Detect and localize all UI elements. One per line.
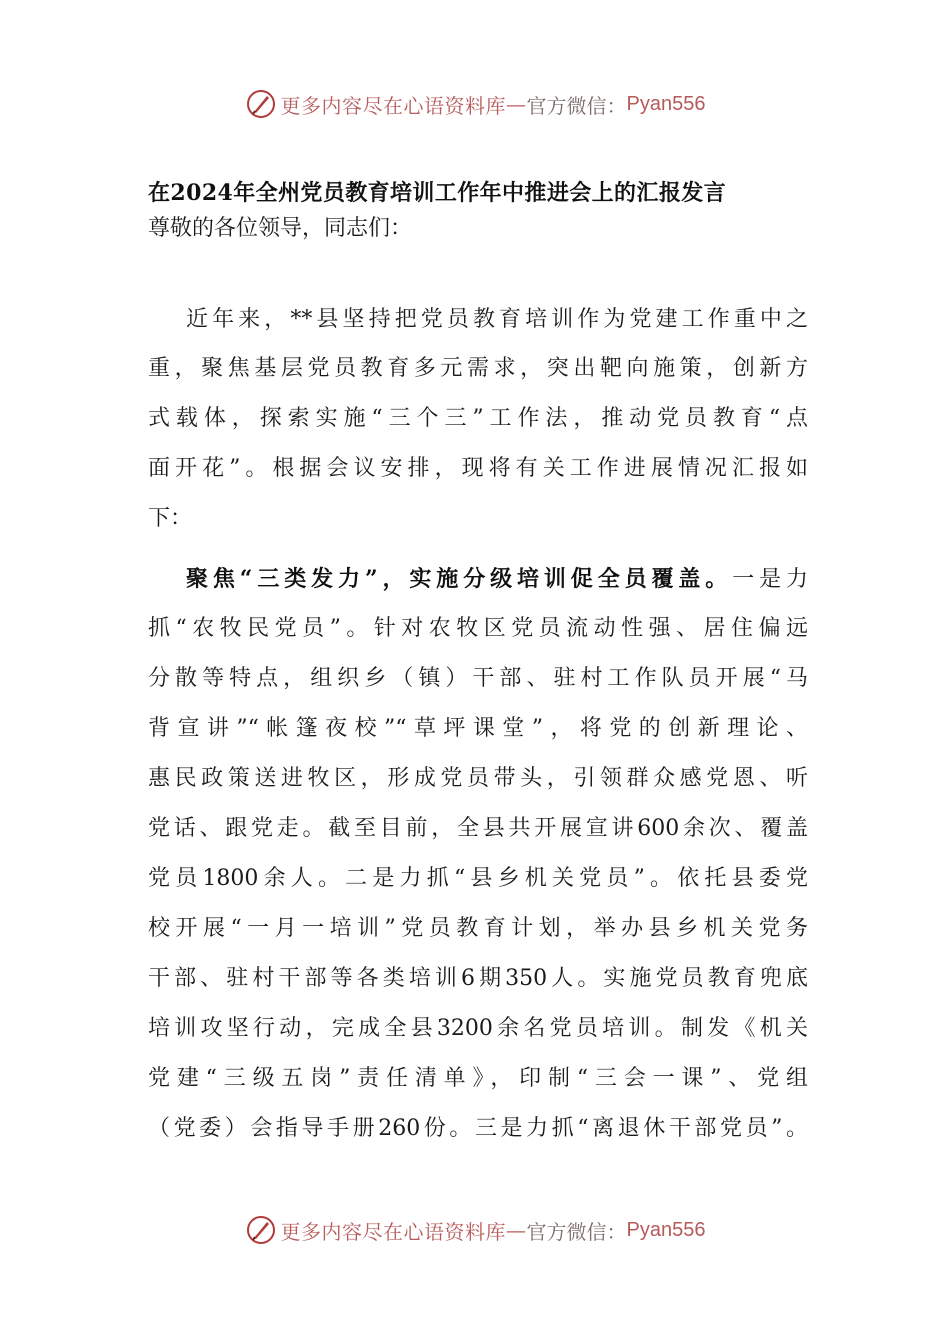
section1-line: 培训攻坚行动，完成全县3200余名党员培训。制发《机关 (148, 1016, 808, 1041)
section1-heading: 聚焦“三类发力”，实施分级培训促全员覆盖。 (186, 566, 733, 592)
section1-line: 分散等特点，组织乡（镇）干部、驻村工作队员开展“马 (148, 666, 808, 691)
banner-text: 更多内容尽在心语资料库 (280, 93, 507, 118)
salutation: 尊敬的各位领导，同志们： (148, 216, 413, 241)
banner-text: 更多内容尽在心语资料库 (280, 1219, 507, 1244)
section1-first-line-rest: 一是力 (732, 567, 808, 592)
section1-line: 党员1800余人。二是力抓“县乡机关党员”。依托县委党 (148, 866, 808, 891)
intro-line: 下： (148, 506, 193, 531)
document-title: 在2024年全州党员教育培训工作年中推进会上的汇报发言 (148, 180, 727, 206)
header-watermark-banner (0, 84, 950, 124)
intro-line: 面开花”。根据会议安排，现将有关工作进展情况汇报如 (148, 456, 808, 481)
section1-line: 校开展“一月一培训”党员教育计划，举办县乡机关党务 (148, 916, 808, 941)
section1-line: 干部、驻村干部等各类培训6期350人。实施党员教育兜底 (148, 966, 808, 991)
section1-first-line (186, 564, 808, 594)
section1-line: 党建“三级五岗”责任清单》，印制“三会一课”、党组 (148, 1066, 808, 1091)
section1-line: 抓“农牧民党员”。针对农牧区党员流动性强、居住偏远 (148, 616, 808, 641)
banner-dash: — (506, 92, 527, 116)
quill-logo-icon (245, 1214, 277, 1246)
intro-line: 重，聚焦基层党员教育多元需求，突出靶向施策，创新方 (148, 356, 808, 381)
banner-wechat-id: Pyan556 (626, 1218, 706, 1241)
banner-dash: — (506, 1218, 527, 1242)
banner-wechat-id: Pyan556 (626, 92, 706, 115)
quill-logo-icon (245, 88, 277, 120)
section1-line: 惠民政策送进牧区，形成党员带头，引领群众感党恩、听 (148, 766, 808, 791)
section1-line: 党话、跟党走。截至目前，全县共开展宣讲600余次、覆盖 (148, 816, 808, 841)
section1-line: 背宣讲”“帐篷夜校”“草坪课堂”，将党的创新理论、 (148, 716, 808, 741)
footer-watermark-banner (0, 1210, 950, 1250)
banner-wechat-label: 官方微信： (526, 1219, 627, 1244)
section1-line: （党委）会指导手册260份。三是力抓“离退休干部党员”。 (148, 1116, 808, 1141)
intro-line: 式载体，探索实施“三个三”工作法，推动党员教育“点 (148, 406, 808, 431)
intro-line: 近年来，**县坚持把党员教育培训作为党建工作重中之 (186, 307, 808, 332)
banner-wechat-label: 官方微信： (526, 93, 627, 118)
